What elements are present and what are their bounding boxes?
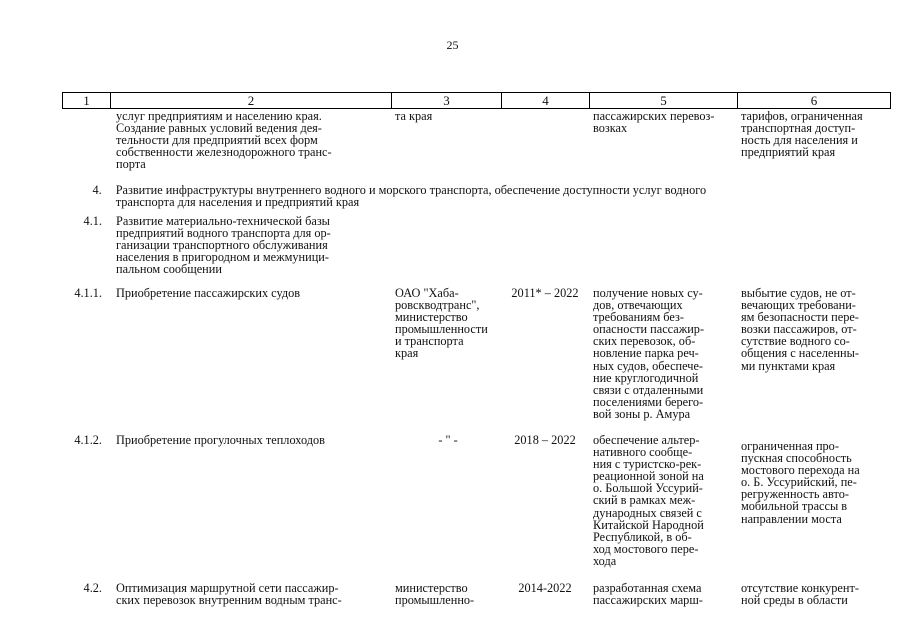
table-row [62, 110, 891, 170]
text-line: новление парка реч- [593, 346, 699, 361]
text-line: - " - [438, 433, 458, 447]
header-cell: 6 [810, 93, 818, 108]
row-number: 4.1.2. [74, 433, 102, 447]
text-line: пассажирских марш- [593, 593, 703, 608]
text-line: промышленности [395, 322, 488, 337]
row-result [589, 582, 737, 606]
text-line: ских перевозок, об- [593, 334, 696, 349]
text-line: тельности для предприятий всех форм [116, 133, 318, 148]
text-line: ровскводтранс", [395, 298, 480, 313]
text-line: реационной зоной на [593, 469, 704, 484]
row-period: 2011* – 2022 [511, 286, 579, 300]
header-cell: 1 [63, 93, 111, 108]
text-line: о. Большой Уссурий- [593, 481, 703, 496]
text-line: ских перевозок внутренним водным транс- [116, 593, 342, 608]
row-executor [391, 434, 501, 567]
text-line: ям безопасности пере- [741, 310, 859, 325]
text-line: Приобретение прогулочных теплоходов [116, 433, 325, 447]
text-line: ограниченная про- [741, 439, 839, 453]
text-line: регруженность авто- [741, 487, 849, 502]
text-line: ность для населения и [741, 133, 858, 148]
text-line: Развитие материально-технической базы [116, 214, 330, 228]
row-period: 2018 – 2022 [514, 433, 576, 447]
text-line: о. Б. Уссурийский, пе- [741, 475, 857, 490]
row-description [110, 287, 391, 420]
table-row [62, 287, 891, 420]
text-line: общения с населенны- [741, 346, 859, 361]
text-line: ми пунктами края [741, 358, 836, 373]
text-line: предприятий края [741, 145, 836, 160]
text-line: мобильной трассы в [741, 499, 848, 514]
row-risk [737, 287, 889, 420]
text-line: получение новых су- [593, 286, 703, 300]
text-line: выбытие судов, не от- [741, 286, 856, 300]
text-line: ганизации транспортного обслуживания [116, 238, 328, 253]
table-row [62, 215, 891, 275]
text-line: пассажирских перевоз- [593, 109, 715, 123]
text-line: и транспорта [395, 334, 464, 349]
text-line: отсутствие конкурент- [741, 581, 859, 595]
text-line: связи с отдаленными [593, 382, 704, 397]
row-result [589, 434, 737, 567]
row-description [110, 434, 391, 567]
row-number: 4.2. [83, 581, 102, 595]
header-cell: 4 [502, 93, 590, 108]
text-line: транспортная доступ- [741, 121, 856, 136]
row-result [589, 287, 737, 420]
row-number: 4.1. [83, 214, 102, 228]
row-number: 4. [92, 183, 102, 197]
text-line: ных судов, обеспече- [593, 358, 704, 373]
text-line: тарифов, ограниченная [741, 109, 863, 123]
header-cell: 5 [590, 93, 738, 108]
row-period: 2014-2022 [518, 581, 572, 595]
row-risk [737, 582, 889, 606]
text-line: промышленно- [395, 593, 475, 608]
text-line: края [395, 346, 419, 361]
text-line: Развитие инфраструктуры внутреннего водного и морского транспорта, обеспечение доступности услуг водного [115, 183, 707, 197]
text-line: Республикой, в об- [593, 529, 692, 544]
text-line: Китайской Народной [593, 517, 704, 532]
text-line: хода [593, 553, 617, 568]
row-number: 4.1.1. [74, 286, 102, 300]
table-row [62, 434, 891, 567]
row-executor [391, 582, 501, 606]
row-executor [391, 110, 501, 170]
row-result [589, 110, 737, 170]
row-description [110, 215, 391, 275]
text-line: Оптимизация маршрутной сети пассажир- [116, 581, 339, 595]
text-line: дународных связей с [593, 505, 702, 520]
row-executor [391, 287, 501, 420]
text-line: транспорта для населения и предприятий края [115, 195, 360, 210]
text-line: ход мостового пере- [593, 541, 699, 556]
text-line: обеспечение альтер- [593, 433, 700, 447]
text-line: Приобретение пассажирских судов [116, 286, 301, 300]
text-line: сутствие водного со- [741, 334, 850, 349]
section-title [110, 184, 891, 208]
text-line: разработанная схема [593, 581, 702, 595]
text-line: дов, отвечающих [593, 298, 683, 313]
text-line: вечающих требовани- [741, 298, 856, 313]
page-number: 25 [446, 38, 459, 52]
row-period [501, 110, 589, 170]
text-line: ния с туристско-рек- [593, 457, 702, 472]
text-line: пускная способность [741, 451, 852, 466]
text-line: предприятий водного транспорта для ор- [116, 226, 331, 241]
text-line: ский в рамках меж- [593, 493, 696, 508]
row-risk [737, 110, 889, 170]
text-line: пальном сообщении [116, 262, 222, 277]
text-line: мостового перехода на [741, 463, 860, 478]
text-line: нативного сообще- [593, 445, 693, 460]
text-line: та края [395, 109, 433, 123]
row-description [110, 582, 391, 606]
text-line: возках [593, 121, 628, 136]
text-line: ной среды в области [741, 593, 848, 608]
text-line: опасности пассажир- [593, 322, 705, 337]
text-line: собственности железнодорожного транс- [116, 145, 332, 160]
header-cell: 2 [111, 93, 392, 108]
table-row-section [62, 184, 891, 208]
text-line: министерство [395, 310, 468, 325]
text-line: возки пассажиров, от- [741, 322, 857, 337]
text-line: направлении моста [741, 511, 842, 526]
text-line: поселениями берего- [593, 394, 704, 409]
text-line: населения в пригородном и межмуници- [116, 250, 329, 265]
header-cell: 3 [392, 93, 502, 108]
row-description [110, 110, 391, 170]
text-line: министерство [395, 581, 468, 595]
text-line: услуг предприятиям и населению края. [116, 109, 322, 123]
text-line: вой зоны р. Амура [593, 406, 691, 421]
text-line: ние круглогодичной [593, 370, 699, 385]
text-line: Создание равных условий ведения дея- [116, 121, 322, 136]
text-line: ОАО "Хаба- [395, 286, 459, 300]
table-row [62, 582, 891, 606]
text-line: порта [116, 157, 146, 172]
row-number [62, 110, 110, 170]
table-header-row [62, 92, 891, 109]
row-risk [737, 434, 889, 567]
text-line: требованиям без- [593, 310, 684, 325]
